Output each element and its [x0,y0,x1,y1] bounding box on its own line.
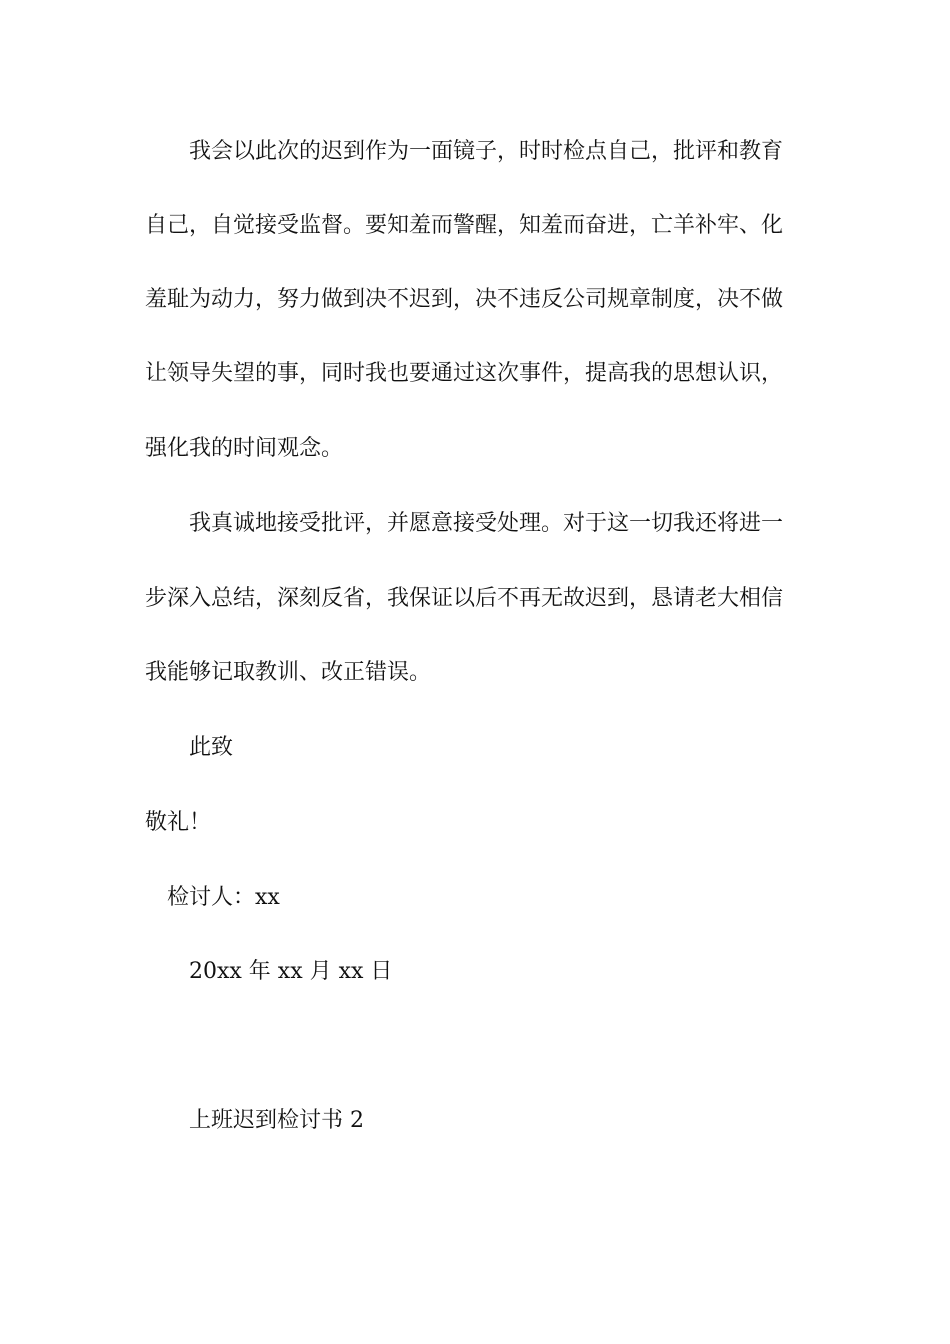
date-text: 20xx 年 xx 月 xx 日 [189,959,393,984]
paragraph2-line-2: 步深入总结，深刻反省，我保证以后不再无故迟到，恳请老大相信 [145,586,784,611]
paragraph2-line-1: 我真诚地接受批评，并愿意接受处理。对于这一切我还将进一 [189,511,784,536]
paragraph1-line-4: 让领导失望的事，同时我也要通过这次事件，提高我的思想认识， [145,361,784,386]
salute-text: 敬礼！ [145,810,212,835]
paragraph1-line-1: 我会以此次的迟到作为一面镜子，时时检点自己，批评和教育 [189,139,784,164]
next-section-title: 上班迟到检讨书 2 [189,1108,364,1133]
paragraph2-line-3: 我能够记取教训、改正错误。 [145,660,432,685]
paragraph1-line-2: 自己，自觉接受监督。要知羞而警醒，知羞而奋进，亡羊补牢、化 [145,213,784,238]
paragraph1-line-3: 羞耻为动力，努力做到决不迟到，决不违反公司规章制度，决不做 [145,287,784,312]
closing-text: 此致 [189,735,234,760]
signature-text: 检讨人：xx [167,885,280,910]
paragraph1-line-5: 强化我的时间观念。 [145,436,344,461]
